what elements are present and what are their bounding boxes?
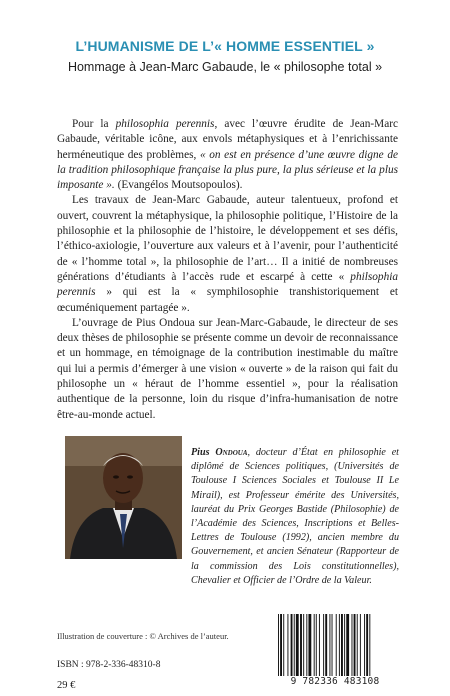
- cover-credit: Illustration de couverture : © Archives de l’auteur.: [57, 631, 229, 641]
- book-subtitle: Hommage à Jean-Marc Gabaude, le « philosophe total »: [67, 60, 383, 74]
- paragraph-3: L’ouvrage de Pius Ondoua sur Jean-Marc-Gabaude, le directeur de ses deux thèses de philosophie se présente comme un devoir de reconnaissance et un hommage, en témoignage de la contribution inestimable du maître qui lui a permis d’émerger à une vision « ouverte » de la raison qui fait du philosophe un « héraut de l’homme essentiel », pour la réalisation authentique de la personne, loin du risque d’infra-humanisation de notre être-au-monde actuel.: [57, 316, 398, 421]
- author-photo: [65, 436, 182, 559]
- author-bio: Pius Ondoua, docteur d’État en philosophie et diplômé de Sciences politiques, (Universités de Toulouse I Sciences Sociales et Toulouse II Le Mirail), est Professeur émérite des Universités, lauréat du Prix Georges Bastide (Philosophie) de l’Académie des Sciences, Inscriptions et Belles-Lettres de Toulouse (1992), ancien membre du Gouvernement, et ancien Sénateur (Rapporteur de la commission des Lois constitutionnelles), Chevalier et Officier de l’Ordre de la Valeur.: [191, 447, 399, 586]
- price: 29 €: [57, 680, 76, 691]
- paragraph-2: Les travaux de Jean-Marc Gabaude, auteur talentueux, profond et ouvert, couvrent la métaphysique, la philosophie politique, l’Histoire de la philosophie et la philosophie de l’histoire, le développement et ses défis, l’éthico-axiologie, l’ouverture aux valeurs et à l’avenir, pour l’authenticité de « l’homme total », la philosophie de l’art… Il a initié de nombreuses générations d’étudiants à l’accès rude et escarpé à cette « philsophia perennis » qui est la « symphilosophie transhistoriquement et œcuméniquement partagée ».: [57, 194, 398, 314]
- paragraph-1: Pour la philosophia perennis, avec l’œuvre érudite de Jean-Marc Gabaude, véritable icône, aux envols métaphysiques et à l’enrichissante herméneutique des problèmes, « on est en présence d’une œuvre digne de la tradition philosophique française la plus pure, la plus sérieuse et la plus imposante ». (Evangélos Moutsopoulos).: [57, 118, 398, 192]
- barcode-digits: 9 782336 483108: [270, 676, 400, 687]
- book-title: L’HUMANISME DE L’« HOMME ESSENTIEL »: [75, 38, 375, 54]
- isbn: ISBN : 978-2-336-48310-8: [57, 660, 161, 670]
- back-cover-text: [57, 117, 398, 423]
- author-portrait-icon: [65, 436, 182, 559]
